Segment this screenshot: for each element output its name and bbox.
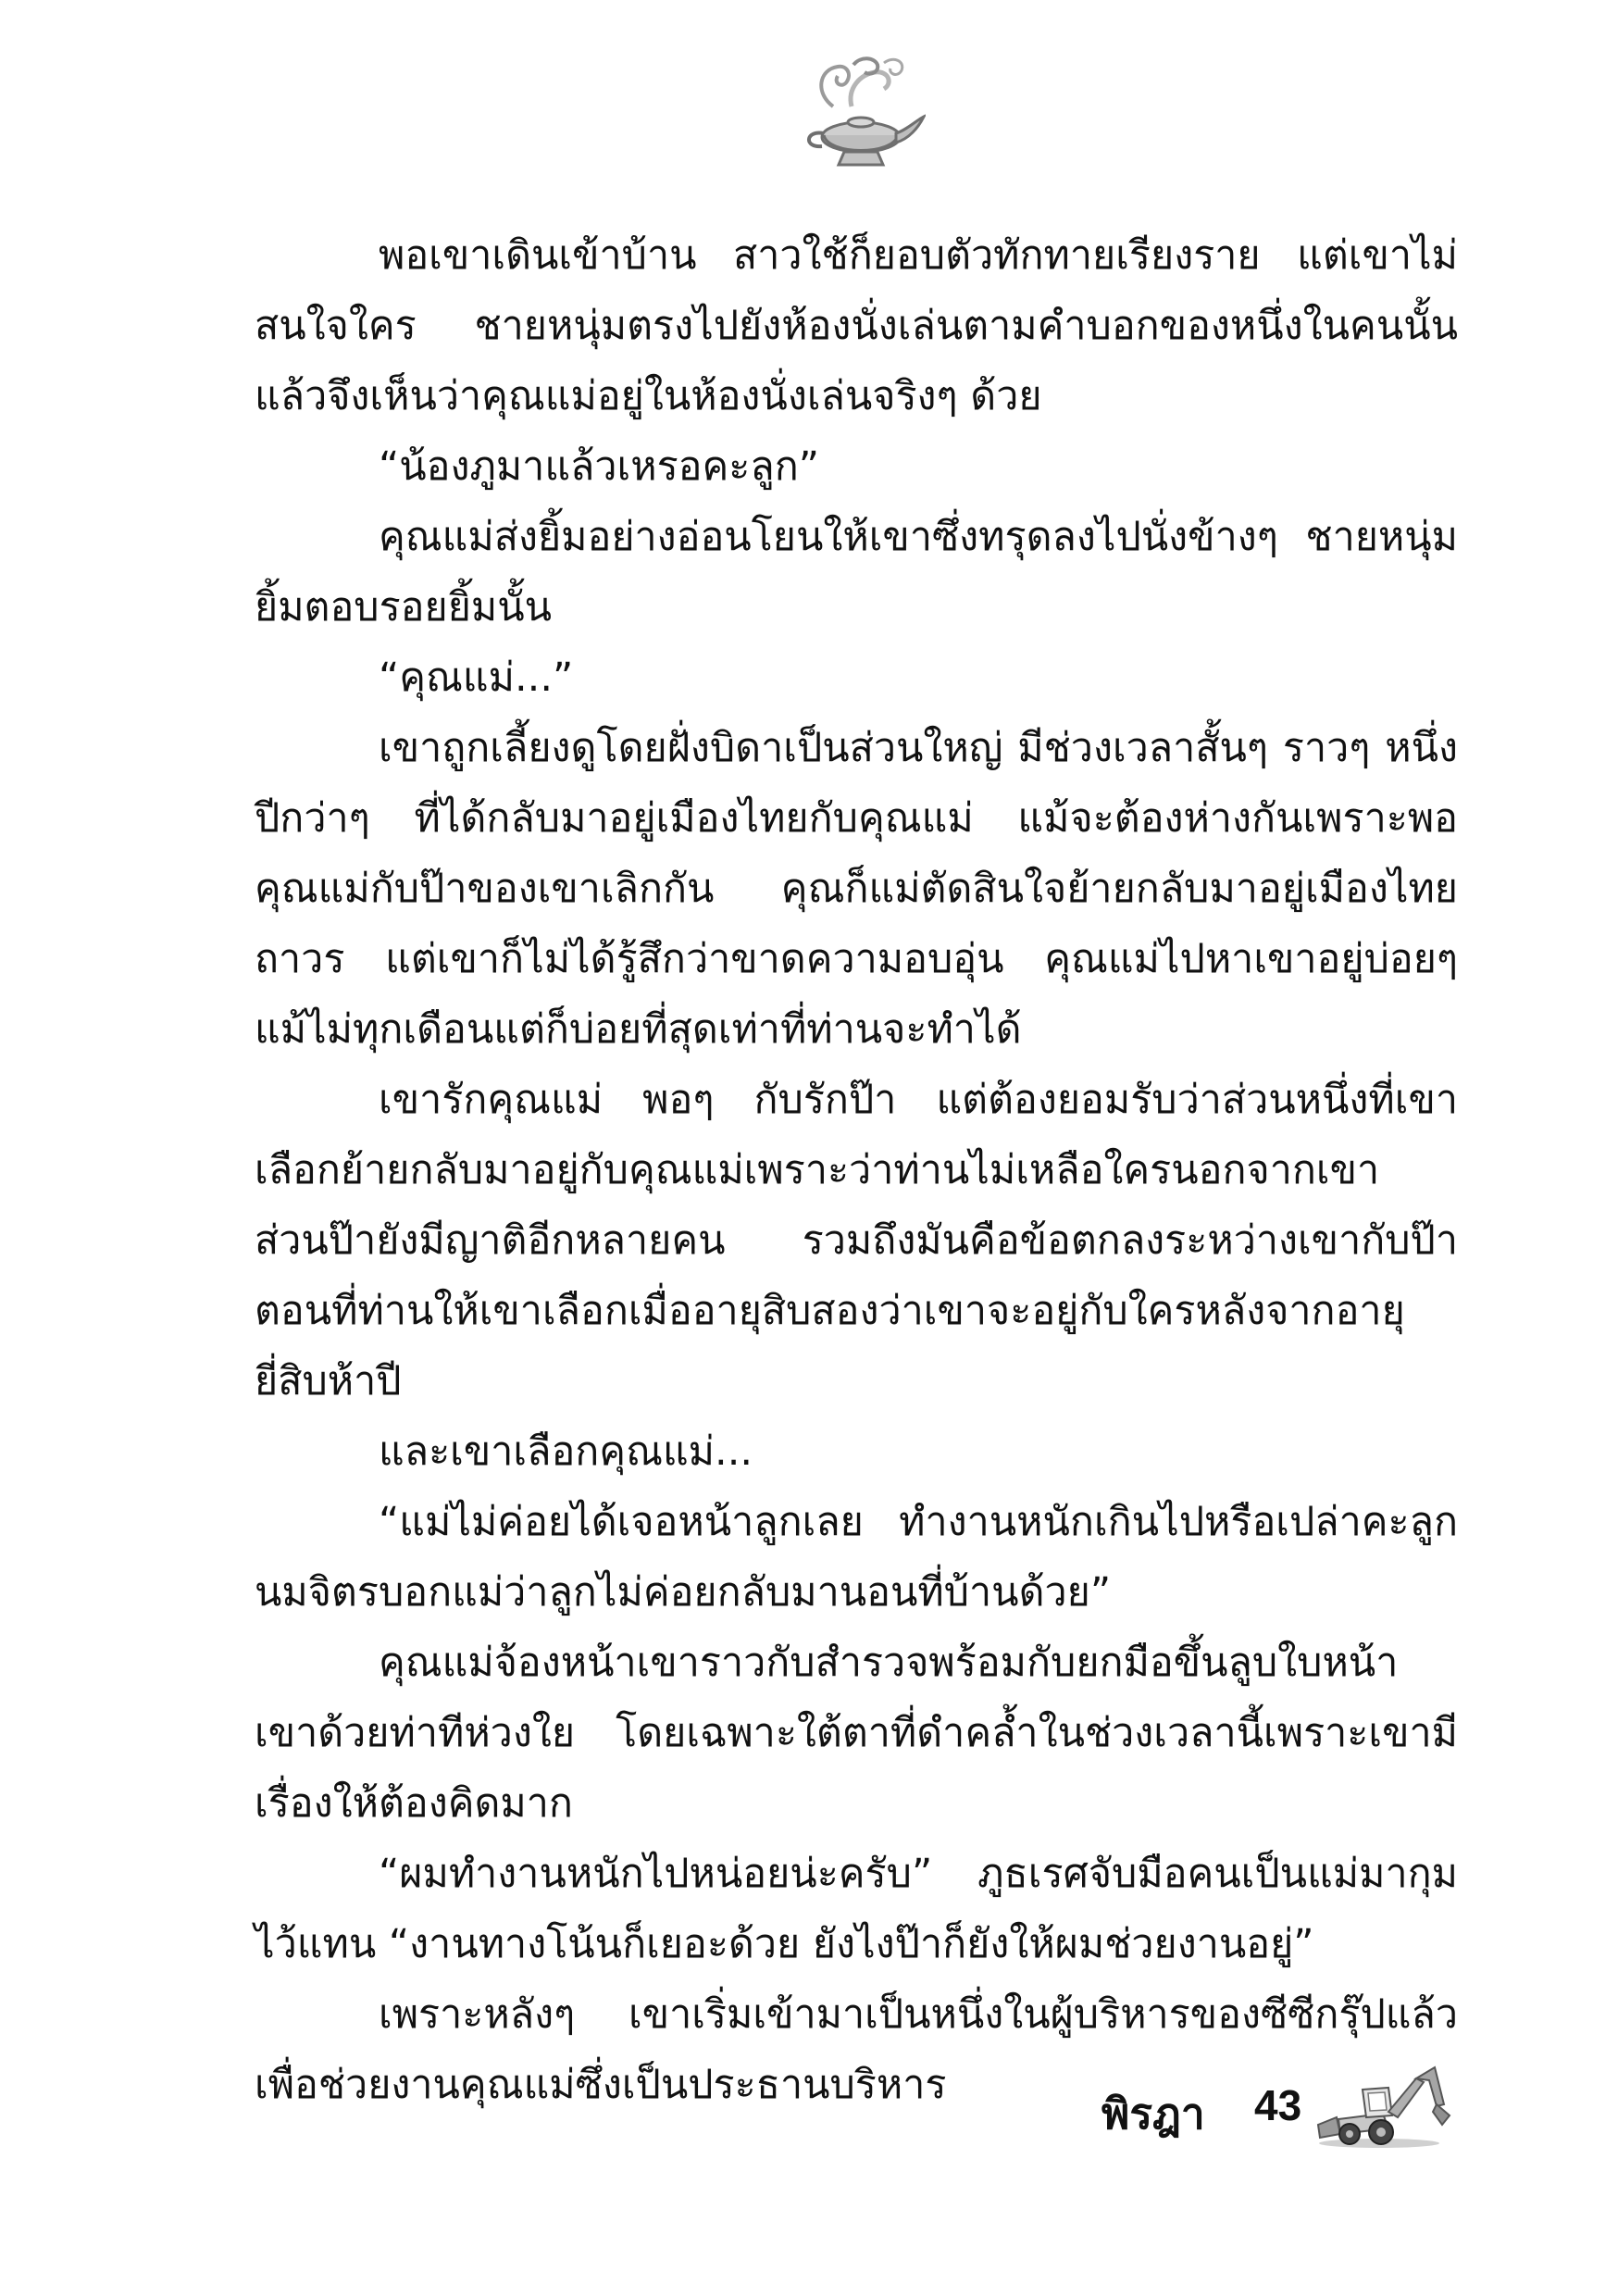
paragraph: และเขาเลือกคุณแม่... (379, 1429, 753, 1475)
paragraph: “ผมทำงานหนักไปหน่อยน่ะครับ” ภูธเรศจับมือคนเป็นแม่มากุมไว้แทน “งานทางโน้นก็เยอะด้วย ยังไงป๊าก็ยังให้ผมช่วยงานอยู่” (255, 1851, 1458, 1967)
page-number: 43 (1254, 2081, 1302, 2129)
paragraph: คุณแม่จ้องหน้าเขาราวกับสำรวจพร้อมกับยกมือขึ้นลูบใบหน้าเขาด้วยท่าทีห่วงใย โดยเฉพาะใต้ตาที่ดำคล้ำในช่วงเวลานี้เพราะเขามีเรื่องให้ต้องคิดมาก (255, 1640, 1458, 1827)
paragraph: พอเขาเดินเข้าบ้าน สาวใช้ก็ยอบตัวทักทายเรียงราย แต่เขาไม่สนใจใคร ชายหนุ่มตรงไปยังห้องนั่งเล่นตามคำบอกของหนึ่งในคนนั้น แล้วจึงเห็นว่าคุณแม่อยู่ในห้องนั่งเล่นจริงๆ ด้วย (255, 232, 1458, 419)
genie-lamp-icon (796, 56, 926, 171)
paragraph: “แม่ไม่ค่อยได้เจอหน้าลูกเลย ทำงานหนักเกินไปหรือเปล่าคะลูก นมจิตรบอกแม่ว่าลูกไม่ค่อยกลับมานอนที่บ้านด้วย” (255, 1499, 1458, 1616)
paragraph: เขารักคุณแม่ พอๆ กับรักป๊า แต่ต้องยอมรับว่าส่วนหนึ่งที่เขาเลือกย้ายกลับมาอยู่กับคุณแม่เพราะว่าท่านไม่เหลือใครนอกจากเขา ส่วนป๊ายังมีญาติอีกหลายคน รวมถึงมันคือข้อตกลงระหว่างเขากับป๊าตอนที่ท่านให้เขาเลือกเมื่ออายุสิบสองว่าเขาจะอยู่กับใครหลังจากอายุยี่สิบห้าปี (255, 1077, 1458, 1404)
paragraph: “น้องภูมาแล้วเหรอคะลูก” (379, 443, 820, 490)
page-footer (1064, 2060, 1481, 2162)
paragraph: เพราะหลังๆ เขาเริ่มเข้ามาเป็นหนึ่งในผู้บริหารของซีซีกรุ๊ปแล้วเพื่อช่วยงานคุณแม่ซึ่งเป็นประธานบริหาร (255, 1991, 1458, 2108)
backhoe-loader-icon (1314, 2060, 1453, 2152)
paragraph: “คุณแม่...” (379, 655, 574, 701)
body-text (255, 220, 1458, 2120)
paragraph: คุณแม่ส่งยิ้มอย่างอ่อนโยนให้เขาซึ่งทรุดลงไปนั่งข้างๆ ชายหนุ่มยิ้มตอบรอยยิ้มนั้น (255, 514, 1458, 630)
paragraph: เขาถูกเลี้ยงดูโดยฝั่งบิดาเป็นส่วนใหญ่ มีช่วงเวลาสั้นๆ ราวๆ หนึ่งปีกว่าๆ ที่ได้กลับมาอยู่เมืองไทยกับคุณแม่ แม้จะต้องห่างกันเพราะพอคุณแม่กับป๊าของเขาเลิกกัน คุณก็แม่ตัดสินใจย้ายกลับมาอยู่เมืองไทยถาวร แต่เขาก็ไม่ได้รู้สึกว่าขาดความอบอุ่น คุณแม่ไปหาเขาอยู่บ่อยๆ แม้ไม่ทุกเดือนแต่ก็บ่อยที่สุดเท่าที่ท่านจะทำได้ (255, 725, 1458, 1053)
author-name: พิรฎา (1101, 2089, 1205, 2139)
